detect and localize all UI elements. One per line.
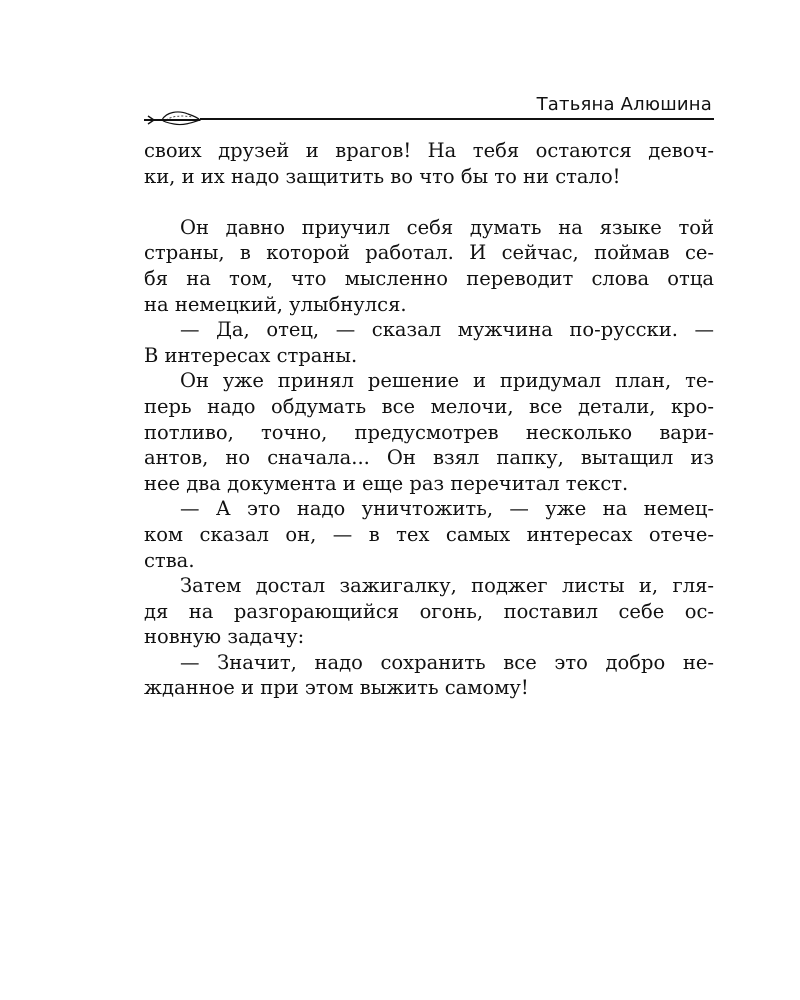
page-header	[140, 92, 714, 122]
text-line: своих друзей и врагов! На тебя остаются девоч-	[144, 139, 714, 162]
feather-ornament-icon	[140, 104, 220, 128]
running-head-author: Татьяна Алюшина	[536, 94, 712, 115]
text-line: ства.	[144, 548, 195, 572]
text-line: ком сказал он, — в тех самых интересах отече-	[144, 522, 714, 546]
text-line: Затем достал зажигалку, поджег листы и, гля-	[180, 574, 714, 598]
text-line: новную задачу:	[144, 625, 305, 649]
text-line: — Значит, надо сохранить все это добро не-	[180, 650, 714, 674]
text-line: бя на том, что мысленно переводит слова отца	[144, 266, 714, 290]
text-line: перь надо обдумать все мелочи, все детали, кро-	[144, 394, 714, 418]
text-line: ки, и их надо защитить во что бы то ни стало!	[144, 164, 621, 188]
text-line: антов, но сначала... Он взял папку, вытащил из	[144, 446, 714, 470]
text-line: на немецкий, улыбнулся.	[144, 292, 407, 316]
text-line: Он давно приучил себя думать на языке той	[180, 215, 714, 239]
text-line: дя на разгорающийся огонь, поставил себе ос-	[144, 599, 714, 623]
text-line: нее два документа и еще раз перечитал текст.	[144, 471, 629, 495]
text-line: — А это надо уничтожить, — уже на немец-	[180, 497, 714, 521]
paragraph-gap	[144, 189, 714, 215]
text-line: — Да, отец, — сказал мужчина по-русски. —	[180, 318, 714, 342]
text-line: Он уже принял решение и придумал план, те-	[180, 369, 714, 393]
text-line: жданное и при этом выжить самому!	[144, 676, 529, 700]
text-line: страны, в которой работал. И сейчас, поймав се-	[144, 241, 714, 265]
body-text	[144, 138, 714, 701]
header-rule	[200, 118, 714, 120]
text-line: потливо, точно, предусмотрев несколько вари-	[144, 420, 714, 444]
text-line: В интересах страны.	[144, 343, 358, 367]
